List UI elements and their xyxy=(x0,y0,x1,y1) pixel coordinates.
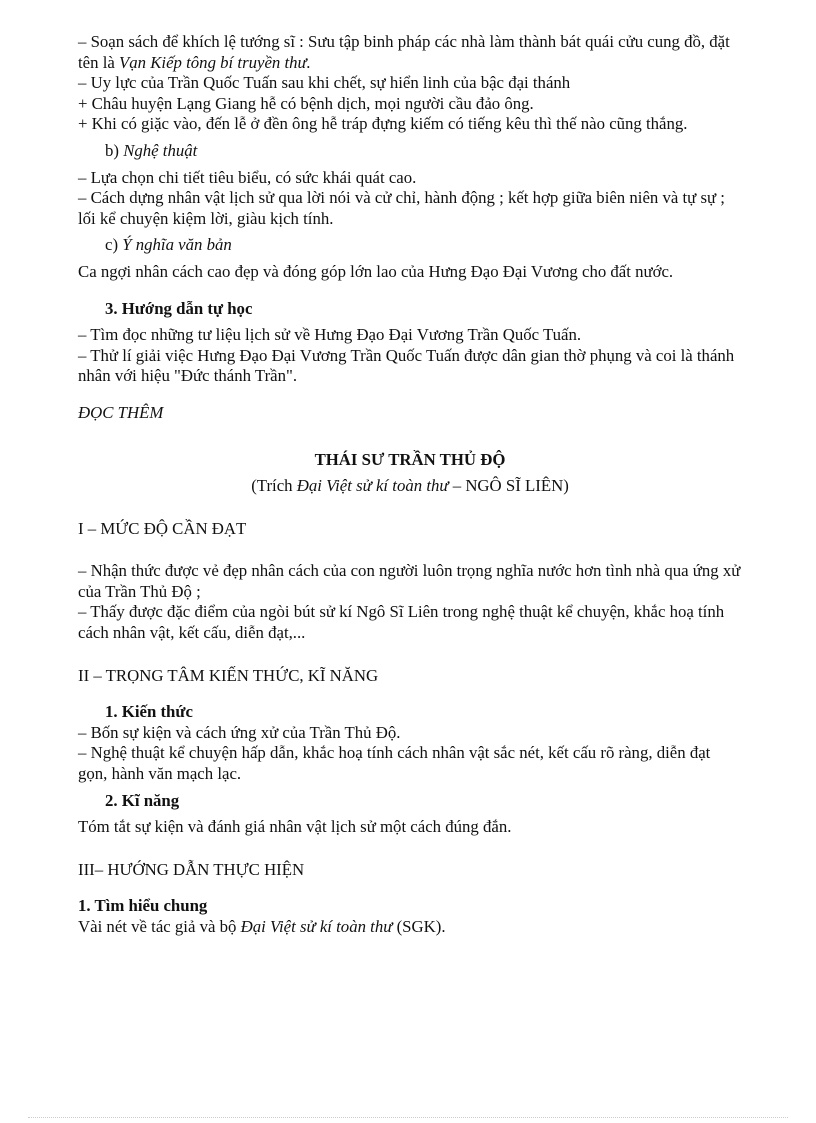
subsection-heading: 1. Tìm hiểu chung xyxy=(78,896,208,916)
paragraph: – Thấy được đặc điểm của ngòi bút sử kí Ngô Sĩ Liên trong nghệ thuật kể chuyện, khắc hoạ tính cách nhân vật, kết cấu, diễn đạt,... xyxy=(78,602,725,643)
section-heading: I – MỨC ĐỘ CẦN ĐẠT xyxy=(78,518,247,538)
subsection-heading: 2. Kĩ năng xyxy=(105,790,180,810)
subsection-heading-b: b) Nghệ thuật xyxy=(105,140,198,160)
paragraph: – Tìm đọc những tư liệu lịch sử về Hưng Đạo Đại Vương Trần Quốc Tuấn. xyxy=(78,325,582,345)
paragraph: – Soạn sách để khích lệ tướng sĩ : Sưu tập binh pháp các nhà làm thành bát quái cửu cung đồ, đặt tên là Vạn Kiếp tông bí truyền thư. xyxy=(78,32,730,72)
section-heading: II – TRỌNG TÂM KIẾN THỨC, KĨ NĂNG xyxy=(78,665,379,685)
document-page xyxy=(78,32,742,938)
paragraph: Ca ngợi nhân cách cao đẹp và đóng góp lớn lao của Hưng Đạo Đại Vương cho đất nước. xyxy=(78,261,674,281)
section-heading: III– HƯỚNG DẪN THỰC HIỆN xyxy=(78,859,305,879)
paragraph: Tóm tắt sự kiện và đánh giá nhân vật lịch sử một cách đúng đắn. xyxy=(78,817,512,837)
paragraph: – Bốn sự kiện và cách ứng xử của Trần Thủ Độ. xyxy=(78,722,401,742)
book-title: Vạn Kiếp tông bí truyền thư. xyxy=(119,52,311,72)
paragraph: – Lựa chọn chi tiết tiêu biểu, có sức khái quát cao. xyxy=(78,167,417,187)
subsection-heading: 1. Kiến thức xyxy=(105,702,193,722)
paragraph: – Thử lí giải việc Hưng Đạo Đại Vương Trần Quốc Tuấn được dân gian thờ phụng và coi là thánh nhân với hiệu "Đức thánh Trần". xyxy=(78,345,735,386)
footer-divider xyxy=(28,1117,788,1118)
section-heading: 3. Hướng dẫn tự học xyxy=(105,298,253,318)
page-title: THÁI SƯ TRẦN THỦ ĐỘ xyxy=(314,449,506,469)
paragraph: – Uy lực của Trần Quốc Tuấn sau khi chết, sự hiển linh của bậc đại thánh xyxy=(78,73,571,93)
paragraph: – Cách dựng nhân vật lịch sử qua lời nói và cử chỉ, hành động ; kết hợp giữa biên niên và tự sự ; lối kể chuyện kiệm lời, giàu kịch tính. xyxy=(78,188,725,228)
paragraph: + Khi có giặc vào, đến lễ ở đền ông hễ tráp đựng kiếm có tiếng kêu thì thế nào cũng thắng. xyxy=(78,114,688,134)
page-subtitle: (Trích Đại Việt sử kí toàn thư – NGÔ SĨ LIÊN) xyxy=(251,476,569,496)
paragraph: + Châu huyện Lạng Giang hễ có bệnh dịch, mọi người cầu đảo ông. xyxy=(78,93,534,113)
paragraph: Vài nét về tác giả và bộ Đại Việt sử kí toàn thư (SGK). xyxy=(78,917,446,936)
paragraph: – Nhận thức được vẻ đẹp nhân cách của con người luôn trọng nghĩa nước hơn tình nhà qua ứng xử của Trần Thủ Độ ; xyxy=(78,561,741,601)
doc-them-label: ĐỌC THÊM xyxy=(78,402,164,422)
paragraph: – Nghệ thuật kể chuyện hấp dẫn, khắc hoạ tính cách nhân vật sắc nét, kết cấu rõ ràng, diễn đạt gọn, hành văn mạch lạc. xyxy=(78,743,711,784)
subsection-heading-c: c) Ý nghĩa văn bản xyxy=(105,235,232,255)
